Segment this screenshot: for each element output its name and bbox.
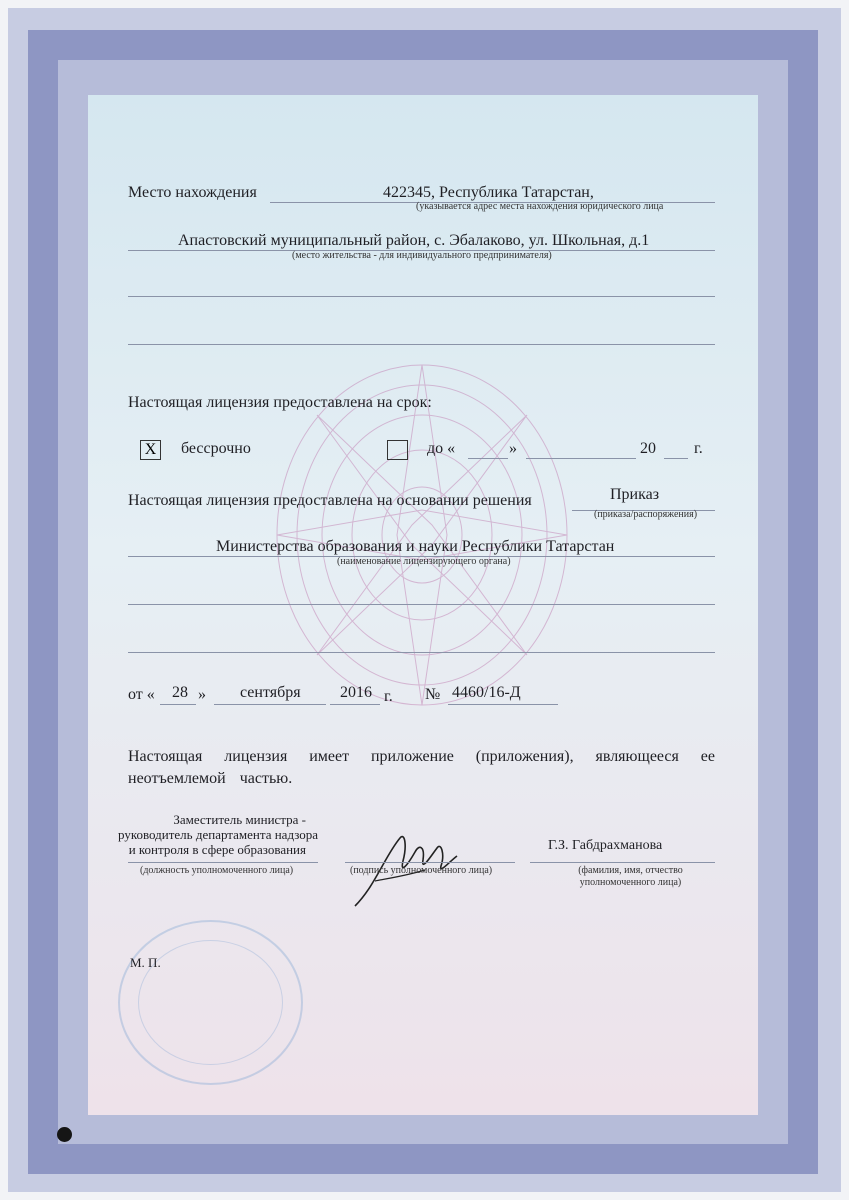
position-line2: руководитель департамента надзора	[118, 827, 319, 842]
perpetual-checkbox[interactable]	[140, 440, 161, 460]
blank-line-4	[128, 652, 715, 653]
name-hint-line1: (фамилия, имя, отчество	[578, 865, 683, 876]
until-close-quote: »	[509, 440, 517, 457]
until-year-line	[664, 458, 688, 459]
signature-underline	[345, 862, 515, 863]
appendix-line1: Настоящая лицензия имеет приложение (приложения), являющееся ее	[128, 748, 715, 765]
date-month-line	[214, 704, 326, 705]
until-label: до «	[427, 440, 456, 457]
name-hint-line2: уполномоченного лица)	[579, 877, 682, 888]
position-hint: (должность уполномоченного лица)	[140, 865, 294, 876]
position-line3: и контроля в сфере образования	[128, 842, 306, 857]
until-year-suffix: г.	[694, 440, 703, 457]
date-month: сентября	[240, 684, 301, 701]
blank-line-2	[128, 344, 715, 345]
basis-label: Настоящая лицензия предоставлена на основании решения	[128, 492, 532, 509]
appendix-line2: неотъемлемой частью.	[128, 770, 293, 787]
number-line	[448, 704, 558, 705]
until-day-line	[468, 458, 508, 459]
position-line1: Заместитель министра -	[173, 812, 306, 827]
signature-hint: (подпись уполномоченного лица)	[350, 865, 493, 876]
checkbox-mark: X	[144, 441, 157, 458]
date-year: 2016	[340, 684, 372, 701]
name-underline	[530, 862, 715, 863]
position-underline	[128, 862, 318, 863]
date-day: 28	[172, 684, 188, 701]
basis-doc-hint: (приказа/распоряжения)	[594, 509, 698, 520]
date-year-suffix: г.	[384, 688, 393, 705]
date-day-line	[160, 704, 196, 705]
date-from: от «	[128, 686, 155, 703]
term-label: Настоящая лицензия предоставлена на срок:	[128, 394, 432, 411]
location-hint-1: (указывается адрес места нахождения юридического лица	[416, 201, 664, 212]
location-line2: Апастовский муниципальный район, с. Эбалаково, ул. Школьная, д.1	[178, 232, 650, 249]
basis-authority-hint: (наименование лицензирующего органа)	[337, 556, 511, 567]
location-line1: 422345, Республика Татарстан,	[383, 184, 594, 201]
blank-line-3	[128, 604, 715, 605]
number-sign: №	[425, 686, 441, 703]
until-checkbox[interactable]	[387, 440, 408, 460]
location-hint-2: (место жительства - для индивидуального предпринимателя)	[292, 250, 552, 261]
punch-hole	[57, 1127, 72, 1142]
official-seal	[118, 920, 303, 1085]
license-number: 4460/16-Д	[452, 684, 521, 701]
signatory-name: Г.З. Габдрахманова	[548, 838, 663, 853]
blank-line-1	[128, 296, 715, 297]
perpetual-label: бессрочно	[181, 440, 251, 457]
basis-doc-type: Приказ	[610, 486, 660, 503]
date-close-quote: »	[198, 686, 206, 703]
until-month-line	[526, 458, 636, 459]
until-year-prefix: 20	[640, 440, 656, 457]
basis-authority: Министерства образования и науки Республики Татарстан	[216, 538, 615, 555]
location-label: Место нахождения	[128, 184, 257, 201]
date-year-line	[330, 704, 380, 705]
seal-label: М. П.	[130, 955, 161, 970]
